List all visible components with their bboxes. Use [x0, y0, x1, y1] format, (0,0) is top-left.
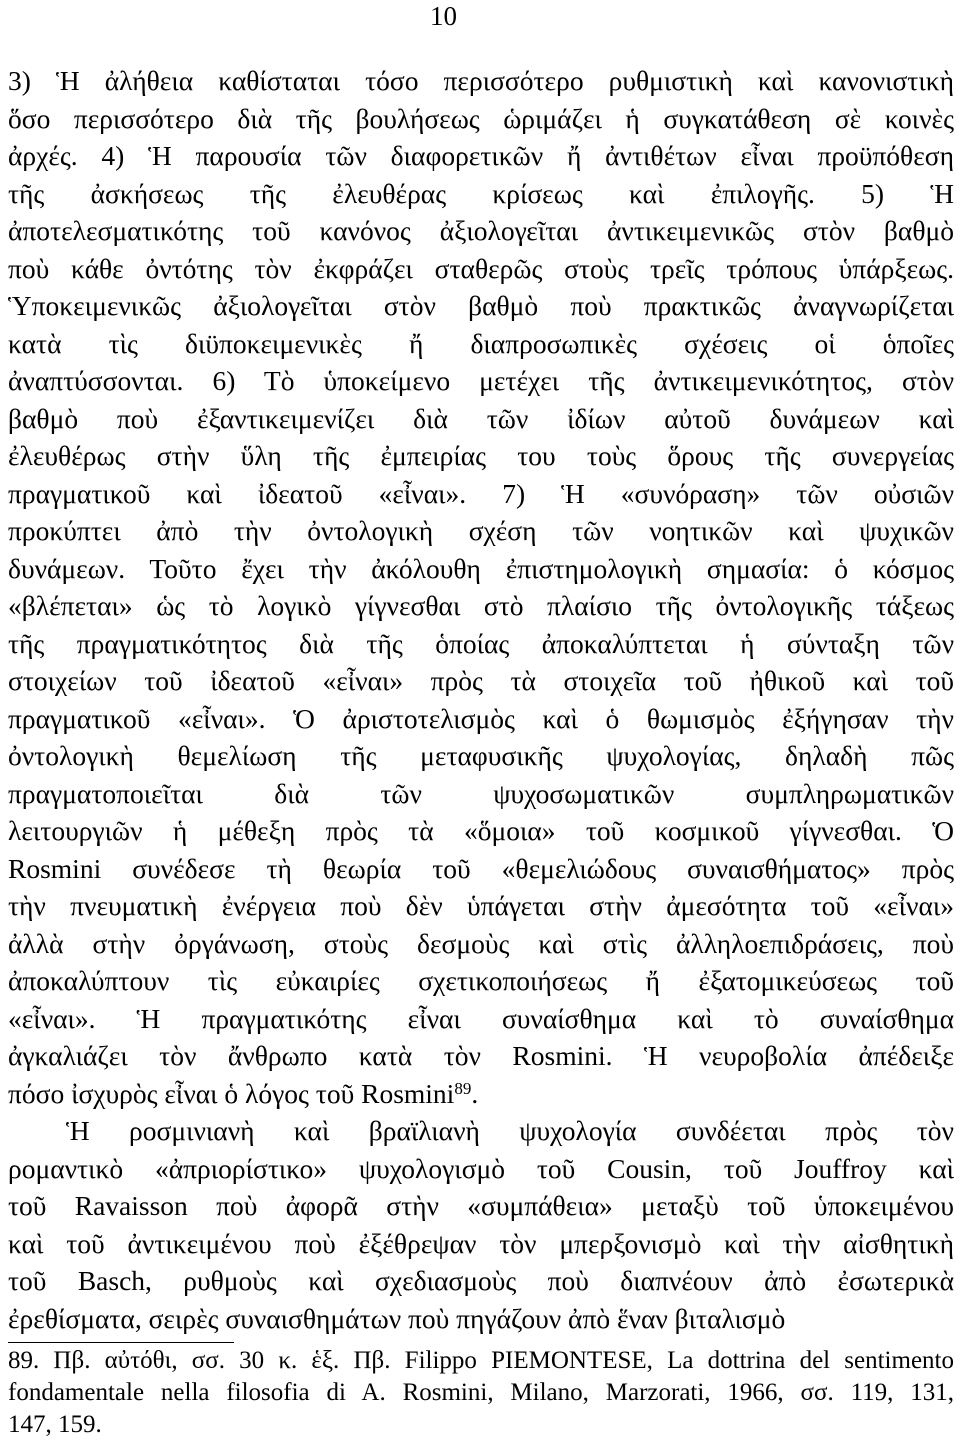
- line-text: 147, 159.: [8, 1411, 102, 1438]
- body-text: [8, 62, 954, 1337]
- line-text: ἀγκαλιάζει τὸν ἄνθρωπο κατὰ τὸν Rosmini. Ἡ νευροβολία ἀπέδειξε: [8, 1040, 954, 1071]
- line-text: ἀποτελεσματικότης τοῦ κανόνος ἀξιολογεῖται ἀντικειμενικῶς στὸν βαθμὸ: [8, 215, 954, 246]
- line-text: «βλέπεται» ὡς τὸ λογικὸ γίγνεσθαι στὸ πλαίσιο τῆς ὀντολογικῆς τάξεως: [8, 590, 954, 621]
- text-line: [8, 287, 954, 325]
- text-line: [8, 550, 954, 588]
- line-text: ὀντολογικὴ θεμελίωση τῆς μεταφυσικῆς ψυχολογίας, δηλαδὴ πῶς: [8, 740, 954, 771]
- footnote: [8, 1345, 954, 1441]
- text-line: [8, 775, 954, 813]
- line-text: ἀναπτύσσονται. 6) Τὸ ὑποκείμενο μετέχει τῆς ἀντικειμενικότητος, στὸν: [8, 365, 954, 396]
- line-text: τῆς ἀσκήσεως τῆς ἐλευθέρας κρίσεως καὶ ἐπιλογῆς. 5) Ἡ: [8, 177, 954, 209]
- line-text: πόσο ἰσχυρὸς εἶναι ὁ λόγος τοῦ Rosmini: [8, 1077, 455, 1109]
- line-text: τοῦ Ravaisson ποὺ ἀφορᾶ στὴν «συμπάθεια» μεταξὺ τοῦ ὑποκειμένου: [8, 1190, 954, 1221]
- text-line: [8, 137, 954, 175]
- line-text: ἀποκαλύπτουν τὶς εὐκαιρίες σχετικοποιήσεως ἤ ἐξατομικεύσεως τοῦ: [8, 965, 954, 996]
- line-tail: .: [471, 1077, 479, 1109]
- text-line: [8, 175, 954, 213]
- text-line: [8, 100, 954, 138]
- line-text: κατὰ τὶς διϋποκειμενικὲς ἤ διαπροσωπικὲς σχέσεις οἱ ὁποῖες: [8, 327, 954, 359]
- line-text: 3) Ἡ ἀλήθεια καθίσταται τόσο περισσότερο ρυθμιστικὴ καὶ κανονιστικὴ: [8, 65, 954, 96]
- text-line: [8, 812, 954, 850]
- text-line: [8, 1300, 954, 1338]
- text-line: [8, 250, 954, 288]
- text-line: [8, 1377, 954, 1409]
- line-text: δυνάμεων. Τοῦτο ἔχει τὴν ἀκόλουθη ἐπιστημολογικὴ σημασία: ὁ κόσμος: [8, 552, 954, 584]
- text-line: [8, 212, 954, 250]
- text-line: [8, 400, 954, 438]
- line-text: ποὺ κάθε ὀντότης τὸν ἐκφράζει σταθερῶς στοὺς τρεῖς τρόπους ὑπάρξεως.: [8, 252, 954, 284]
- text-line: [8, 362, 954, 400]
- line-text: πραγματικοῦ «εἶναι». Ὁ ἀριστοτελισμὸς καὶ ὁ θωμισμὸς ἐξήγησαν τὴν: [8, 702, 954, 734]
- text-line: [8, 962, 954, 1000]
- text-line: [8, 1037, 954, 1075]
- text-line: [8, 437, 954, 475]
- line-text: ἐρεθίσματα, σειρὲς συναισθημάτων ποὺ πηγάζουν ἀπὸ ἕναν βιταλισμὸ: [8, 1302, 786, 1334]
- line-text: ὅσο περισσότερο διὰ τῆς βουλήσεως ὡριμάζει ἡ συγκατάθεση σὲ κοινὲς: [8, 102, 954, 134]
- line-text: Ἡ ροσμινιανὴ καὶ βραϊλιανὴ ψυχολογία συνδέεται πρὸς τὸν: [66, 1115, 954, 1146]
- text-line: [8, 1000, 954, 1038]
- text-line: [8, 662, 954, 700]
- line-text: ρομαντικὸ «ἀπριορίστικο» ψυχολογισμὸ τοῦ Cousin, τοῦ Jouffroy καὶ: [8, 1152, 954, 1184]
- line-text: πραγματικοῦ καὶ ἰδεατοῦ «εἶναι». 7) Ἡ «συνόραση» τῶν οὐσιῶν: [8, 477, 954, 509]
- line-text: βαθμὸ ποὺ ἐξαντικειμενίζει διὰ τῶν ἰδίων αὐτοῦ δυνάμεων καὶ: [8, 402, 954, 434]
- line-text: ἀλλὰ στὴν ὀργάνωση, στοὺς δεσμοὺς καὶ στὶς ἀλληλοεπιδράσεις, ποὺ: [8, 927, 954, 959]
- text-line: [8, 1187, 954, 1225]
- text-line: [8, 62, 954, 100]
- line-text: Rosmini συνέδεσε τὴ θεωρία τοῦ «θεμελιώδους συναισθήματος» πρὸς: [8, 852, 954, 884]
- line-text: ἐλευθέρως στὴν ὕλη τῆς ἐμπειρίας του τοὺς ὅρους τῆς συνεργείας: [8, 440, 954, 471]
- text-line: [8, 1150, 954, 1188]
- line-text: τὴν πνευματικὴ ἐνέργεια ποὺ δὲν ὑπάγεται στὴν ἀμεσότητα τοῦ «εἶναι»: [8, 890, 954, 921]
- text-line: [8, 700, 954, 738]
- text-line: [8, 1345, 954, 1377]
- text-line: [8, 512, 954, 550]
- line-text: στοιχείων τοῦ ἰδεατοῦ «εἶναι» πρὸς τὰ στοιχεῖα τοῦ ἠθικοῦ καὶ τοῦ: [8, 665, 954, 696]
- text-line: [8, 925, 954, 963]
- text-line: [8, 475, 954, 513]
- text-line: [8, 737, 954, 775]
- text-line: [8, 1075, 954, 1113]
- text-line: [8, 587, 954, 625]
- text-line: [8, 887, 954, 925]
- line-text: 89. Πβ. αὐτόθι, σσ. 30 κ. ἑξ. Πβ. Filippo PIEMONTESE, La dottrina del sentimento: [8, 1347, 954, 1374]
- line-text: Ὑποκειμενικῶς ἀξιολογεῖται στὸν βαθμὸ ποὺ πρακτικῶς ἀναγνωρίζεται: [8, 290, 954, 321]
- line-text: καὶ τοῦ ἀντικειμένου ποὺ ἐξέθρεψαν τὸν μπερξονισμὸ καὶ τὴν αἰσθητικὴ: [8, 1227, 954, 1259]
- text-line: [8, 1262, 954, 1300]
- line-text: fondamentale nella filosofia di A. Rosmini, Milano, Marzorati, 1966, σσ. 119, 131,: [8, 1379, 954, 1406]
- line-text: τῆς πραγματικότητος διὰ τῆς ὁποίας ἀποκαλύπτεται ἡ σύνταξη τῶν: [8, 627, 954, 659]
- text-line: [8, 1112, 954, 1150]
- line-text: ἀρχές. 4) Ἡ παρουσία τῶν διαφορετικῶν ἤ ἀντιθέτων εἶναι προϋπόθεση: [8, 140, 954, 171]
- text-line: [8, 850, 954, 888]
- footnote-reference[interactable]: 89: [454, 1078, 472, 1098]
- text-line: [8, 1409, 954, 1441]
- line-text: λειτουργιῶν ἡ μέθεξη πρὸς τὰ «ὅμοια» τοῦ κοσμικοῦ γίγνεσθαι. Ὁ: [8, 815, 954, 846]
- footnote-divider: [8, 1342, 234, 1343]
- line-text: προκύπτει ἀπὸ τὴν ὀντολογικὴ σχέση τῶν νοητικῶν καὶ ψυχικῶν: [8, 515, 954, 546]
- text-line: [8, 1225, 954, 1263]
- text-line: [8, 325, 954, 363]
- line-text: τοῦ Basch, ρυθμοὺς καὶ σχεδιασμοὺς ποὺ διαπνέουν ἀπὸ ἐσωτερικὰ: [8, 1265, 954, 1296]
- line-text: πραγματοποιεῖται διὰ τῶν ψυχοσωματικῶν συμπληρωματικῶν: [8, 777, 954, 809]
- line-text: «εἶναι». Ἡ πραγματικότης εἶναι συναίσθημα καὶ τὸ συναίσθημα: [8, 1002, 954, 1034]
- text-line: [8, 625, 954, 663]
- page-number: 10: [430, 1, 457, 31]
